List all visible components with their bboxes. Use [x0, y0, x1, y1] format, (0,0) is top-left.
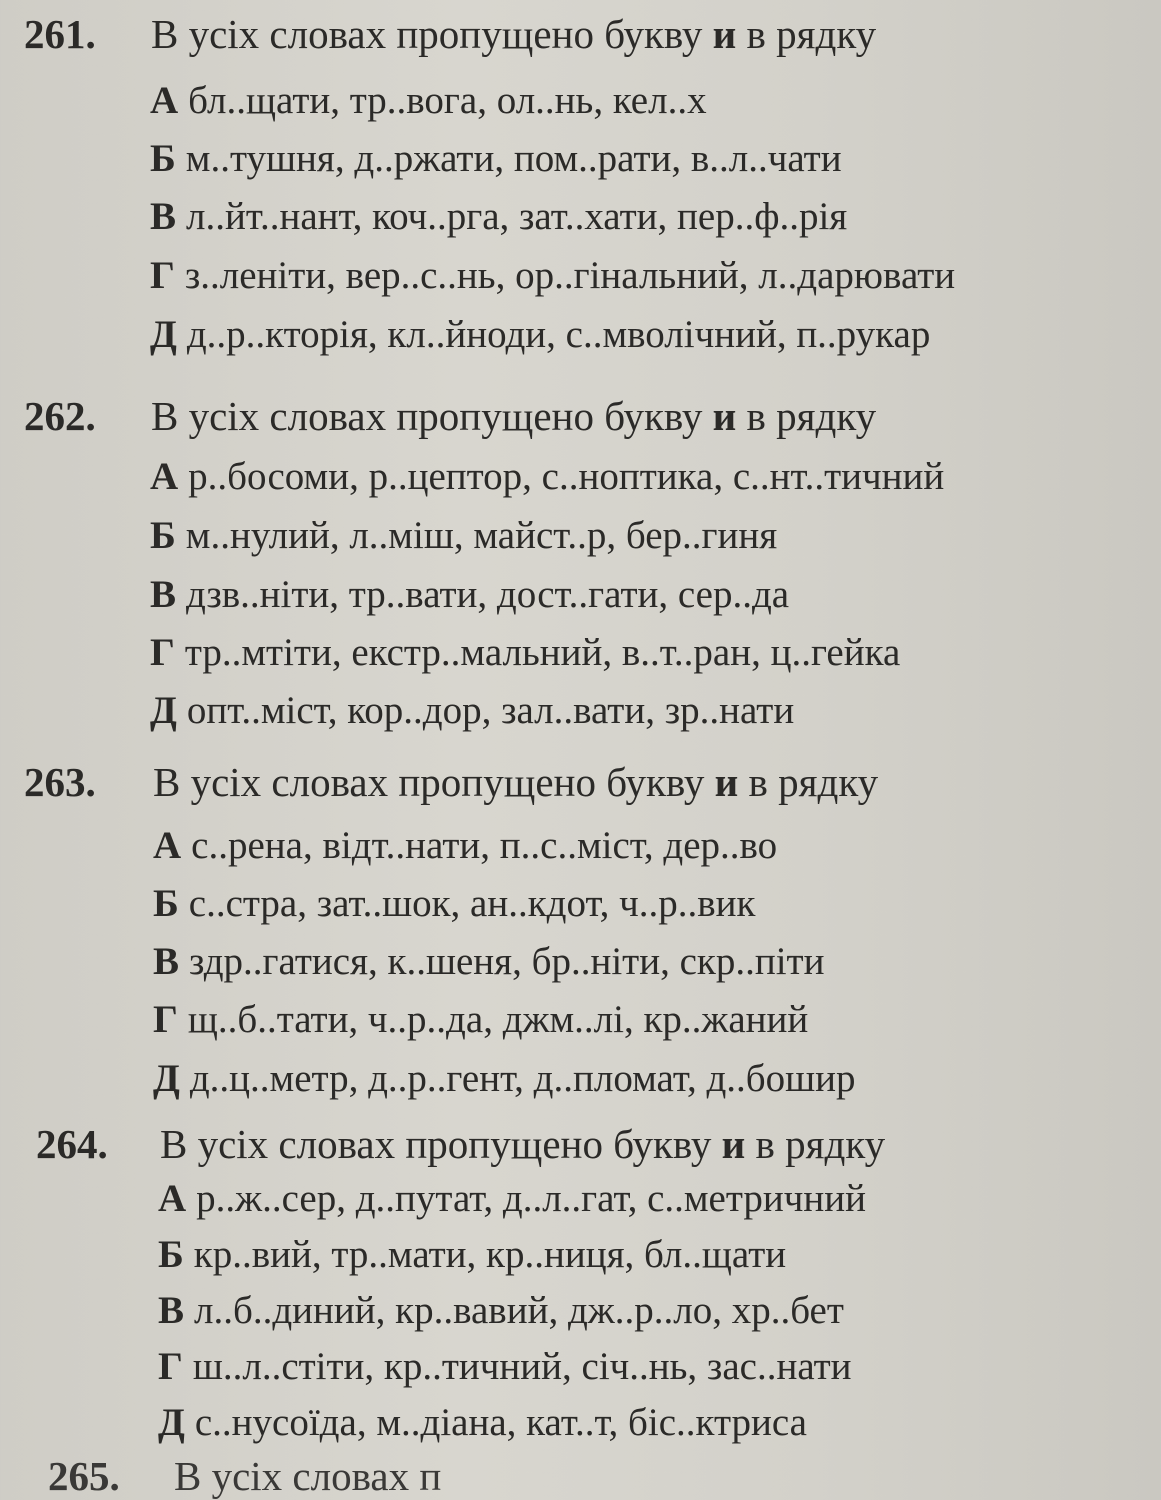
- option-text: здр..гатися, к..шеня, бр..ніти, скр..піти: [189, 940, 825, 983]
- option-a: [158, 1176, 866, 1222]
- option-text: м..тушня, д..ржати, пом..рати, в..л..чати: [185, 137, 842, 180]
- option-text: л..йт..нант, коч..рга, зат..хати, пер..ф..рія: [186, 195, 848, 238]
- option-a: [150, 454, 944, 500]
- question-letter: и: [712, 11, 737, 57]
- option-d: [150, 630, 900, 676]
- option-text: дзв..ніти, тр..вати, дост..гати, сер..да: [186, 573, 790, 616]
- option-c: [158, 1288, 844, 1334]
- option-text: кр..вий, тр..мати, кр..ниця, бл..щати: [193, 1233, 787, 1276]
- option-e: [150, 312, 930, 358]
- task-265-cut-off: [48, 1452, 441, 1500]
- question-tail: в рядку: [736, 11, 877, 57]
- option-b: [153, 881, 755, 927]
- option-letter: Г: [150, 631, 175, 674]
- option-letter: Б: [153, 882, 179, 925]
- question-text: В усіх словах пропущено букву: [153, 759, 715, 805]
- question-text: В усіх словах пропущено букву: [151, 393, 713, 439]
- option-b: [158, 1232, 786, 1278]
- option-letter: В: [153, 940, 180, 983]
- option-a: [150, 78, 707, 124]
- option-text: з..леніти, вер..с..нь, ор..гінальний, л..дарювати: [184, 254, 956, 297]
- option-letter: В: [150, 573, 177, 616]
- task-question: [160, 1120, 885, 1168]
- option-c: [153, 939, 824, 985]
- option-letter: В: [158, 1289, 185, 1332]
- question-text: В усіх словах пропущено букву: [160, 1121, 722, 1167]
- question-tail: в рядку: [745, 1121, 886, 1167]
- option-letter: Д: [150, 689, 177, 732]
- task-question: [151, 392, 876, 440]
- option-letter: А: [150, 455, 179, 498]
- option-text: с..рена, відт..нати, п..с..міст, дер..во: [191, 824, 778, 867]
- task-question: [153, 758, 878, 806]
- option-e: [158, 1400, 807, 1446]
- task-question: [151, 10, 876, 58]
- option-c: [150, 572, 789, 618]
- option-text: с..стра, зат..шок, ан..кдот, ч..р..вик: [188, 882, 756, 925]
- option-a: [153, 823, 777, 869]
- task-number: 265.: [48, 1453, 120, 1499]
- option-text: р..босоми, р..цептор, с..ноптика, с..нт..тичний: [188, 455, 945, 498]
- option-letter: Д: [153, 1057, 180, 1100]
- question-letter: и: [712, 393, 737, 439]
- option-text: р..ж..сер, д..путат, д..л..гат, с..метричний: [196, 1177, 866, 1220]
- option-letter: Г: [153, 998, 178, 1041]
- option-b: [150, 513, 777, 559]
- option-text: ш..л..стіти, кр..тичний, січ..нь, зас..нати: [192, 1345, 852, 1388]
- option-c: [150, 194, 847, 240]
- option-text: м..нулий, л..міш, майст..р, бер..гиня: [185, 514, 778, 557]
- option-letter: Д: [150, 313, 177, 356]
- task-number: 264.: [36, 1121, 108, 1167]
- task-number: 263.: [24, 759, 96, 805]
- task-question: В усіх словах п: [174, 1453, 442, 1499]
- option-text: бл..щати, тр..вога, ол..нь, кел..х: [188, 79, 707, 122]
- option-b: [150, 136, 842, 182]
- option-letter: Г: [158, 1345, 183, 1388]
- question-tail: в рядку: [738, 759, 879, 805]
- option-text: тр..мтіти, екстр..мальний, в..т..ран, ц..гейка: [184, 631, 901, 674]
- question-letter: и: [714, 759, 739, 805]
- option-d: [150, 253, 955, 299]
- option-letter: А: [158, 1177, 187, 1220]
- option-letter: А: [153, 824, 182, 867]
- task-number: 261.: [24, 11, 96, 57]
- option-letter: Б: [150, 137, 176, 180]
- option-d: [153, 997, 808, 1043]
- question-letter: и: [721, 1121, 746, 1167]
- option-letter: В: [150, 195, 177, 238]
- option-text: с..нусоїда, м..діана, кат..т, біс..ктриса: [194, 1401, 807, 1444]
- option-letter: Б: [150, 514, 176, 557]
- option-d: [158, 1344, 852, 1390]
- option-text: щ..б..тати, ч..р..да, джм..лі, кр..жаний: [187, 998, 809, 1041]
- option-letter: Д: [158, 1401, 185, 1444]
- question-tail: в рядку: [736, 393, 877, 439]
- option-letter: А: [150, 79, 179, 122]
- option-text: л..б..диний, кр..вавий, дж..р..ло, хр..бет: [194, 1289, 844, 1332]
- option-text: д..ц..метр, д..р..гент, д..пломат, д..бошир: [189, 1057, 856, 1100]
- option-text: опт..міст, кор..дор, зал..вати, зр..нати: [186, 689, 795, 732]
- option-letter: Г: [150, 254, 175, 297]
- option-e: [150, 688, 794, 734]
- task-number: 262.: [24, 393, 96, 439]
- option-letter: Б: [158, 1233, 184, 1276]
- option-text: д..р..кторія, кл..йноди, с..мволічний, п..рукар: [186, 313, 931, 356]
- question-text: В усіх словах пропущено букву: [151, 11, 713, 57]
- option-e: [153, 1056, 856, 1102]
